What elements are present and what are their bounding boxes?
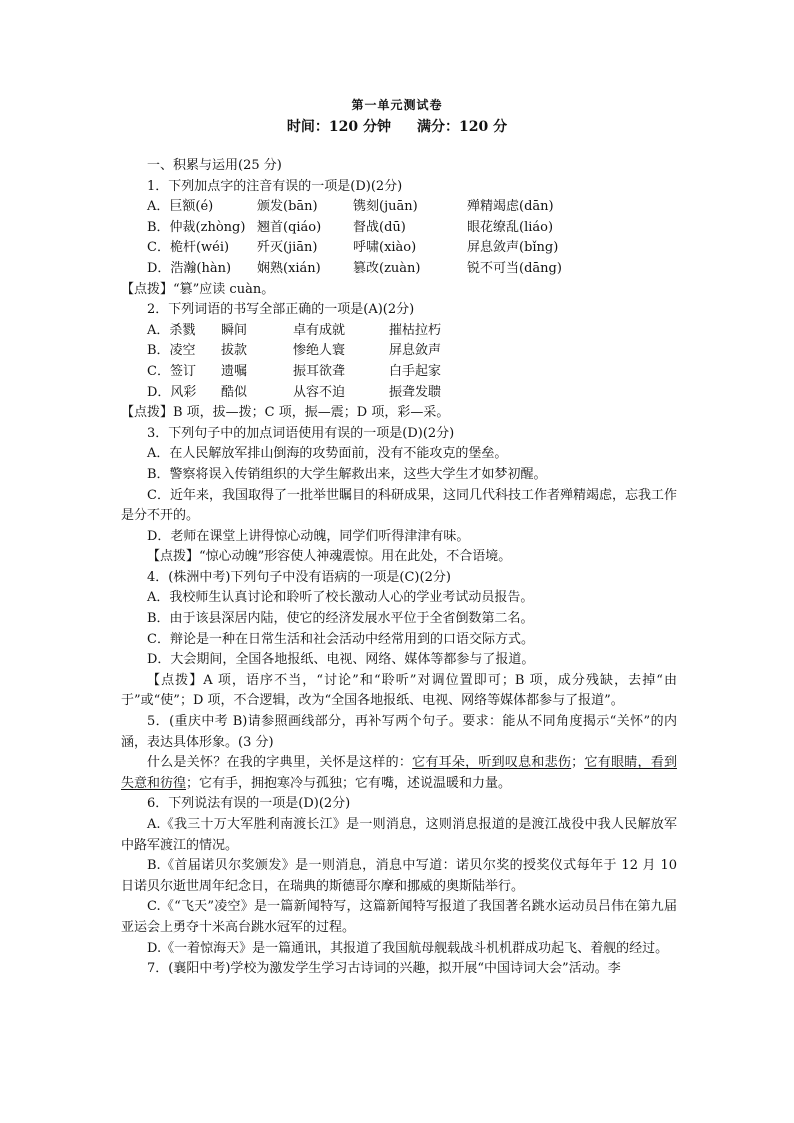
- q2-a-2: 瞬间: [221, 322, 248, 338]
- q1-a-4: 殚精竭虑(dān): [467, 199, 554, 215]
- q3-hint: 【点拨】“惊心动魄”形容使人神魂震惊。用在此处，不合语境。: [147, 549, 512, 565]
- q5-text: [121, 753, 677, 794]
- exam-meta: [0, 116, 794, 136]
- q2-a-4: 摧枯拉朽: [389, 322, 442, 338]
- q3-stem: 3．下列句子中的加点词语使用有误的一项是(D)(2分): [147, 425, 455, 441]
- q1-c-3: 呼啸(xiào): [353, 240, 417, 256]
- q1-a-1: A．巨额(é): [147, 199, 214, 215]
- time-limit: 时间：120 分钟: [286, 119, 391, 135]
- q1-d-2: 娴熟(xián): [257, 260, 321, 276]
- q2-stem: 2．下列词语的书写全部正确的一项是(A)(2分): [147, 302, 415, 318]
- q1-option-a: [121, 197, 677, 218]
- q3-option-d: D．老师在课堂上讲得惊心动魄，同学们听得津津有味。: [147, 528, 470, 544]
- q4-option-c: C．辩论是一种在日常生活和社会活动中经常用到的口语交际方式。: [147, 631, 534, 647]
- q4-hint: 【点拨】A 项，语序不当，“讨论”和“聆听”对调位置即可；B 项，成分残缺，去掉“由于”或“使”；D 项，不合逻辑，改为“全国各地报纸、电视、网络等媒体都参与了报道”。: [121, 672, 677, 709]
- exam-content: [121, 156, 677, 980]
- page-title: 第一单元测试卷: [351, 98, 443, 112]
- q2-a-3: 卓有成就: [293, 322, 346, 338]
- q3-option-c: C．近年来，我国取得了一批举世瞩目的科研成果，这同几代科技工作者殚精竭虑，忘我工作是分不开的。: [121, 487, 677, 524]
- q1-b-2: 翘首(qiáo): [257, 219, 322, 235]
- q3-option-b: B．警察将误入传销组织的大学生解救出来，这些大学生才如梦初醒。: [147, 466, 547, 482]
- q2-c-4: 白手起家: [389, 363, 442, 379]
- q1-d-4: 锐不可当(dāng): [467, 260, 562, 276]
- q2-option-b: [121, 341, 677, 362]
- q4-option-d: D．大会期间，全国各地报纸、电视、网络、媒体等都参与了报道。: [147, 652, 535, 668]
- q2-b-1: B．凌空: [147, 343, 196, 359]
- q2-d-4: 振聋发聩: [389, 384, 442, 400]
- q1-d-1: D．浩瀚(hàn): [147, 260, 232, 276]
- q2-d-2: 酷似: [221, 384, 248, 400]
- q2-option-c: [121, 362, 677, 383]
- q1-c-2: 歼灭(jiān): [257, 240, 318, 256]
- q1-c-1: C．桅杆(wéi): [147, 240, 230, 256]
- q5-separator: ；: [571, 755, 585, 771]
- q1-b-1: B．仲裁(zhòng): [147, 219, 246, 235]
- q2-c-3: 振耳欲聋: [293, 363, 346, 379]
- q2-b-2: 拔款: [221, 343, 248, 359]
- q1-option-c: [121, 238, 677, 259]
- q2-option-a: [121, 321, 677, 342]
- q4-stem: 4．(株洲中考)下列句子中没有语病的一项是(C)(2分): [147, 569, 451, 585]
- q1-c-4: 屏息敛声(bǐng): [467, 240, 559, 256]
- q1-b-3: 督战(dū): [353, 219, 406, 235]
- q5-underline-1: 它有耳朵，听到叹息和悲伤: [412, 755, 572, 771]
- q2-d-1: D．风彩: [147, 384, 197, 400]
- q6-option-d: D.《一着惊海天》是一篇通讯，其报道了我国航母舰载战斗机机群成功起飞、着舰的经过。: [147, 940, 669, 956]
- q2-a-1: A．杀戮: [147, 322, 196, 338]
- q2-b-3: 惨绝人寰: [293, 343, 346, 359]
- q4-option-a: A．我校师生认真讨论和聆听了校长激动人心的学业考试动员报告。: [147, 590, 534, 606]
- q2-d-3: 从容不迫: [293, 384, 346, 400]
- q1-hint: 【点拨】“篡”应读 cuàn。: [121, 281, 275, 297]
- q2-b-4: 屏息敛声: [389, 343, 442, 359]
- q6-stem: 6．下列说法有误的一项是(D)(2分): [147, 796, 351, 812]
- q1-b-4: 眼花缭乱(liáo): [467, 219, 554, 235]
- q6-option-a: A.《我三十万大军胜利南渡长江》是一则消息，这则消息报道的是渡江战役中我人民解放军中路军渡江的情况。: [121, 817, 677, 853]
- q1-option-d: [121, 259, 677, 280]
- q7-stem: 7．(襄阳中考)学校为激发学生学习古诗词的兴趣，拟开展“中国诗词大会”活动。李: [147, 961, 621, 977]
- q5-text-before: 什么是关怀？在我的字典里，关怀是这样的：: [147, 755, 413, 771]
- section-heading: 一、积累与运用(25 分): [147, 158, 282, 173]
- q1-stem: 1．下列加点字的注音有误的一项是(D)(2分): [147, 178, 403, 194]
- q1-a-3: 镌刻(juān): [353, 199, 418, 215]
- q2-hint: 【点拨】B 项，拔—拨；C 项，振—震；D 项，彩—采。: [121, 405, 450, 421]
- q2-c-1: C．签订: [147, 363, 196, 379]
- q1-option-b: [121, 218, 677, 239]
- q3-option-a: A．在人民解放军排山倒海的攻势面前，没有不能攻克的堡垒。: [147, 446, 508, 462]
- q2-c-2: 遗嘱: [221, 363, 248, 379]
- q5-underline-2: 它有眼睛，看到失意和彷徨: [121, 755, 677, 791]
- q1-a-2: 颁发(bān): [257, 199, 318, 215]
- q5-text-after: ；它有手，拥抱寒冷与孤独；它有嘴，述说温暖和力量。: [186, 775, 512, 791]
- q4-option-b: B．由于该县深居内陆，使它的经济发展水平位于全省倒数第二名。: [147, 611, 534, 627]
- q5-stem: 5．(重庆中考 B)请参照画线部分，再补写两个句子。要求：能从不同角度揭示“关怀”的内涵，表达具体形象。(3 分): [121, 714, 677, 750]
- q6-option-b: B.《首届诺贝尔奖颁发》是一则消息，消息中写道：诺贝尔奖的授奖仪式每年于 12 月 10 日诺贝尔逝世周年纪念日，在瑞典的斯德哥尔摩和挪威的奥斯陆举行。: [121, 858, 677, 894]
- q1-d-3: 篡改(zuàn): [353, 260, 421, 276]
- q2-option-d: [121, 383, 677, 404]
- full-score: 满分：120 分: [417, 119, 508, 135]
- q6-option-c: C.《“飞天”凌空》是一篇新闻特写，这篇新闻特写报道了我国著名跳水运动员吕伟在第九届亚运会上勇夺十米高台跳水冠军的过程。: [121, 899, 677, 935]
